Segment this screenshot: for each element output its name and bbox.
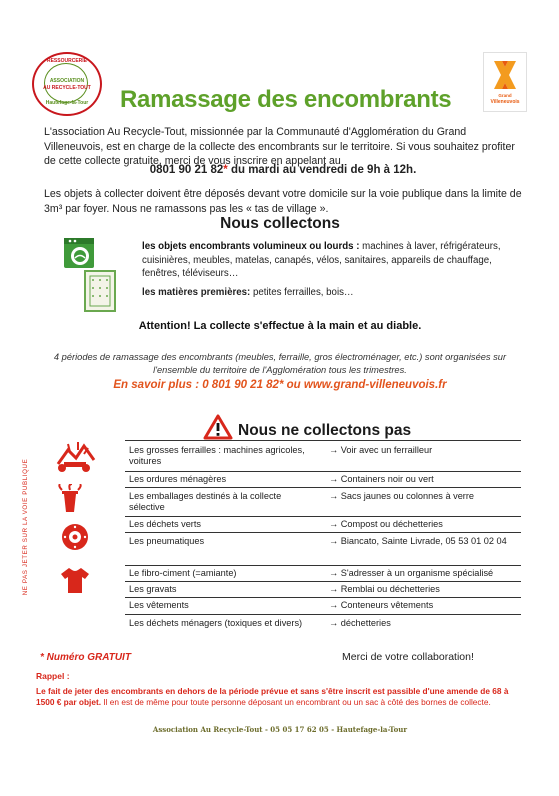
free-number-note: * Numéro GRATUIT: [40, 652, 131, 663]
attention-notice: Attention! La collecte s'effectue à la main et au diable.: [138, 320, 422, 332]
phone-line: [44, 164, 522, 176]
table-cell-item: Les pneumatiques: [129, 536, 205, 546]
intro-paragraph: L'association Au Recycle-Tout, missionnée par la Communauté d'Agglomération du Grand Villeneuvois, est en charge de la collecte des encombrants sur le territoire. Si vous souhaitez profiter de cette collecte gratuite, merci de vous inscrire en appelant au: [44, 126, 515, 167]
page-title: Ramassage des encombrants: [120, 86, 452, 113]
bulky-items-title: les objets encombrants volumineux ou lourds :: [142, 241, 360, 252]
more-info-link[interactable]: En savoir plus : 0 801 90 21 82* ou www.grand-villeneuvois.fr: [113, 379, 447, 391]
table-cell-action: → Remblai ou déchetteries: [329, 584, 440, 594]
table-cell-item: Le fibro-ciment (=amiante): [129, 568, 237, 578]
ressourcerie-logo: [32, 52, 102, 116]
waste-bin-icon: [56, 484, 84, 514]
phone-star: *: [223, 164, 228, 176]
table-cell-item: Les déchets ménagers (toxiques et divers): [129, 618, 303, 628]
warning-icon: [203, 414, 233, 440]
logo-text-grand: Grand: [498, 93, 512, 98]
association-footer: Association Au Recycle-Tout - 05 05 17 62 05 - Hautefage-la-Tour: [152, 725, 408, 734]
cross-logo-icon: [488, 57, 522, 93]
furniture-box-icon: [82, 268, 118, 314]
table-row: [125, 487, 521, 516]
scrap-metal-icon: [54, 440, 98, 476]
collection-periods-text: 4 périodes de ramassage des encombrants (meubles, ferraille, gros électroménager, etc.) sont organisées sur l'ensemble du territoire de l'Agglomération tous les trimestres.: [53, 352, 507, 375]
logo-text-name: AU RECYCLE-TOUT: [43, 85, 91, 91]
table-cell-action: → Containers noir ou vert: [329, 474, 434, 484]
deposit-paragraph: Les objets à collecter doivent être déposés devant votre domicile sur la voie publique dans la limite de 3m³ par foyer. Nous ne ramassons pas les « tas de village ».: [44, 188, 522, 215]
bulky-items-text: [142, 240, 502, 281]
not-collect-heading: Nous ne collectons pas: [238, 422, 412, 439]
grand-villeneuvois-logo: [483, 52, 527, 112]
raw-materials-list: petites ferrailles, bois…: [250, 287, 354, 298]
raw-materials-text: [142, 287, 502, 298]
table-row: [125, 440, 521, 471]
reminder-label: Rappel :: [36, 671, 70, 681]
table-row: [125, 471, 521, 487]
table-cell-action: → Biancato, Sainte Livrade, 05 53 01 02 04: [329, 536, 507, 546]
table-cell-action: → Sacs jaunes ou colonnes à verre: [329, 491, 475, 501]
table-cell-item: Les ordures ménagères: [129, 474, 227, 484]
logo-text-town: Hautefage-la-Tour: [45, 100, 89, 106]
reminder-fine: Le fait de jeter des encombrants en dehors de la période prévue et sans s'être inscrit est passible d'une amende de 68 à 1500 € par objet.: [36, 686, 509, 707]
tire-icon: [60, 522, 90, 552]
reminder-text: [36, 686, 526, 707]
table-row: [125, 565, 521, 581]
side-warning-text: NE PAS JETER SUR LA VOIE PUBLIQUE: [22, 458, 29, 596]
table-cell-action: → déchetteries: [329, 618, 391, 628]
table-row: [125, 581, 521, 597]
table-cell-item: Les déchets verts: [129, 519, 202, 529]
logo-text-association: ASSOCIATION: [49, 78, 85, 84]
raw-materials-title: les matières premières:: [142, 287, 251, 298]
table-cell-item: Les gravats: [129, 584, 177, 594]
table-row: [125, 597, 521, 614]
washing-machine-icon: [62, 236, 96, 270]
phone-hours: du mardi au vendredi de 9h à 12h.: [227, 164, 417, 176]
collect-heading: Nous collectons: [220, 215, 340, 232]
table-row: [125, 614, 521, 645]
bulky-items-list: machines à laver, réfrigérateurs, cuisinières, meubles, matelas, canapés, vélos, sanitaires, appareils de chauffage, fenêtres, téléviseurs…: [142, 241, 501, 279]
reminder-extra: Il en est de même pour toute personne déposant un encombrant ou un sac à côté des bornes de collecte.: [101, 696, 491, 707]
table-cell-action: → Voir avec un ferrailleur: [329, 445, 433, 455]
table-cell-item: Les grosses ferrailles : machines agricoles, voitures: [129, 445, 305, 466]
table-row: [125, 516, 521, 532]
logo-text-villeneuvois: Villeneuvois: [490, 99, 520, 105]
table-cell-action: → Compost ou déchetteries: [329, 519, 443, 529]
clothing-icon: [60, 566, 90, 594]
table-cell-action: → S'adresser à un organisme spécialisé: [329, 568, 494, 578]
phone-number[interactable]: 0801 90 21 82: [149, 164, 224, 176]
thanks-text: Merci de votre collaboration!: [342, 651, 474, 663]
table-cell-item: Les vêtements: [129, 600, 189, 610]
table-cell-action: → Conteneurs vêtements: [329, 600, 434, 610]
table-row: [125, 532, 521, 565]
logo-text-ressourcerie: RESSOURCERIE: [46, 58, 87, 64]
table-cell-item: Les emballages destinés à la collecte sélective: [129, 491, 282, 512]
not-collected-table: [125, 440, 521, 645]
